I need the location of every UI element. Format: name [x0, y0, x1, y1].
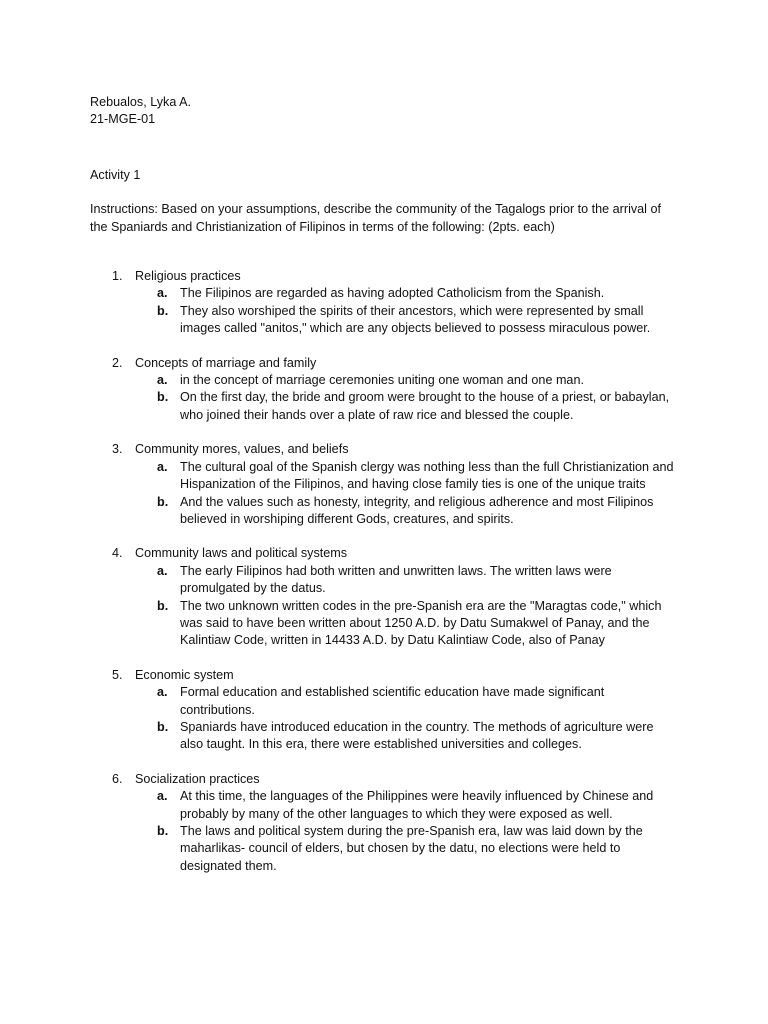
sub-item: [90, 788, 728, 823]
sub-item: [90, 684, 728, 719]
section-list: [90, 268, 728, 875]
section-item: [90, 355, 728, 425]
sub-item-text: in the concept of marriage ceremonies uniting one woman and one man.: [180, 373, 584, 388]
sub-item-list: [90, 788, 728, 875]
sub-item-text: The Filipinos are regarded as having adopted Catholicism from the Spanish.: [180, 286, 605, 301]
sub-item: [90, 372, 728, 389]
sub-item-list: [90, 372, 728, 424]
section-title: Religious practices: [135, 269, 241, 284]
sub-item-text: The laws and political system during the pre-Spanish era, law was laid down by the maharlikas- council of elders, but chosen by the datu, no elections were held to designated them.: [180, 824, 643, 873]
instructions: Instructions: Based on your assumptions, describe the community of the Tagalogs prior to the arrival of the Spaniards and Christianization of Filipinos in terms of the following: (2pts. each): [90, 202, 661, 234]
sub-item: [90, 285, 728, 302]
sub-item: [90, 823, 728, 875]
sub-item-letter: b.: [157, 390, 169, 405]
sub-item-text: They also worshiped the spirits of their ancestors, which were represented by small images called "anitos," which are any objects believed to possess miraculous power.: [180, 303, 651, 336]
activity-title: Activity 1: [90, 167, 141, 182]
section-item: [90, 771, 728, 875]
sub-item-text: On the first day, the bride and groom were brought to the house of a priest, or babaylan, who joined their hands over a plate of raw rice and blessed the couple.: [180, 390, 670, 422]
sub-item: [90, 303, 728, 338]
section-number: 5.: [112, 667, 123, 682]
sub-item-letter: b.: [157, 598, 169, 613]
section-title: Community laws and political systems: [135, 546, 348, 561]
sub-item-letter: a.: [157, 373, 168, 388]
section-title: Socialization practices: [135, 771, 260, 786]
sub-item: [90, 459, 728, 494]
sub-item-list: [90, 459, 728, 529]
section-code: 21-MGE-01: [90, 112, 156, 127]
sub-item-letter: b.: [157, 494, 169, 509]
section-title: Community mores, values, and beliefs: [135, 442, 349, 457]
sub-item-letter: a.: [157, 459, 168, 474]
sub-item-letter: b.: [157, 303, 169, 318]
sub-item-text: The two unknown written codes in the pre-Spanish era are the "Maragtas code," which was said to have been written about 1250 A.D. by Datu Sumakwel of Panay, and the Kalintiaw Code, written in 14433 A.D. by Datu Kalintiaw Code, also of Panay: [180, 598, 662, 648]
sub-item-text: The early Filipinos had both written and unwritten laws. The written laws were promulgated by the datus.: [180, 563, 612, 596]
section-number: 4.: [112, 546, 123, 561]
sub-item: [90, 494, 728, 529]
sub-item: [90, 598, 728, 650]
sub-item-letter: a.: [157, 563, 168, 578]
section-title: Economic system: [135, 667, 234, 682]
sub-item: [90, 563, 728, 598]
sub-item-text: Spaniards have introduced education in the country. The methods of agriculture were also taught. In this era, there were established universities and colleges.: [180, 719, 654, 752]
sub-item: [90, 719, 728, 754]
sub-item-text: And the values such as honesty, integrity, and religious adherence and most Filipinos believed in worshiping different Gods, creatures, and spirits.: [180, 494, 654, 526]
sub-item-letter: b.: [157, 719, 169, 734]
sub-item-letter: a.: [157, 789, 168, 804]
student-name: Rebualos, Lyka A.: [90, 95, 192, 109]
section-title: Concepts of marriage and family: [135, 355, 317, 370]
section-item: [90, 667, 728, 754]
sub-item-letter: a.: [157, 286, 168, 301]
section-item: [90, 545, 728, 649]
section-number: 2.: [112, 355, 123, 370]
sub-item-text: The cultural goal of the Spanish clergy was nothing less than the full Christianization and Hispanization of the Filipinos, and having close family ties is one of the unique traits: [180, 459, 674, 492]
sub-item: [90, 389, 728, 424]
sub-item-text: Formal education and established scientific education have made significant contributions.: [180, 685, 605, 717]
section-number: 1.: [112, 269, 123, 284]
sub-item-letter: b.: [157, 824, 169, 838]
sub-item-list: [90, 684, 728, 754]
section-item: [90, 441, 728, 528]
section-number: 6.: [112, 771, 123, 786]
sub-item-text: At this time, the languages of the Philippines were heavily influenced by Chinese and probably by many of the other languages to which they were exposed as well.: [180, 789, 654, 821]
section-number: 3.: [112, 442, 123, 457]
sub-item-list: [90, 285, 728, 337]
sub-item-list: [90, 563, 728, 650]
section-item: [90, 268, 728, 338]
sub-item-letter: a.: [157, 685, 168, 700]
